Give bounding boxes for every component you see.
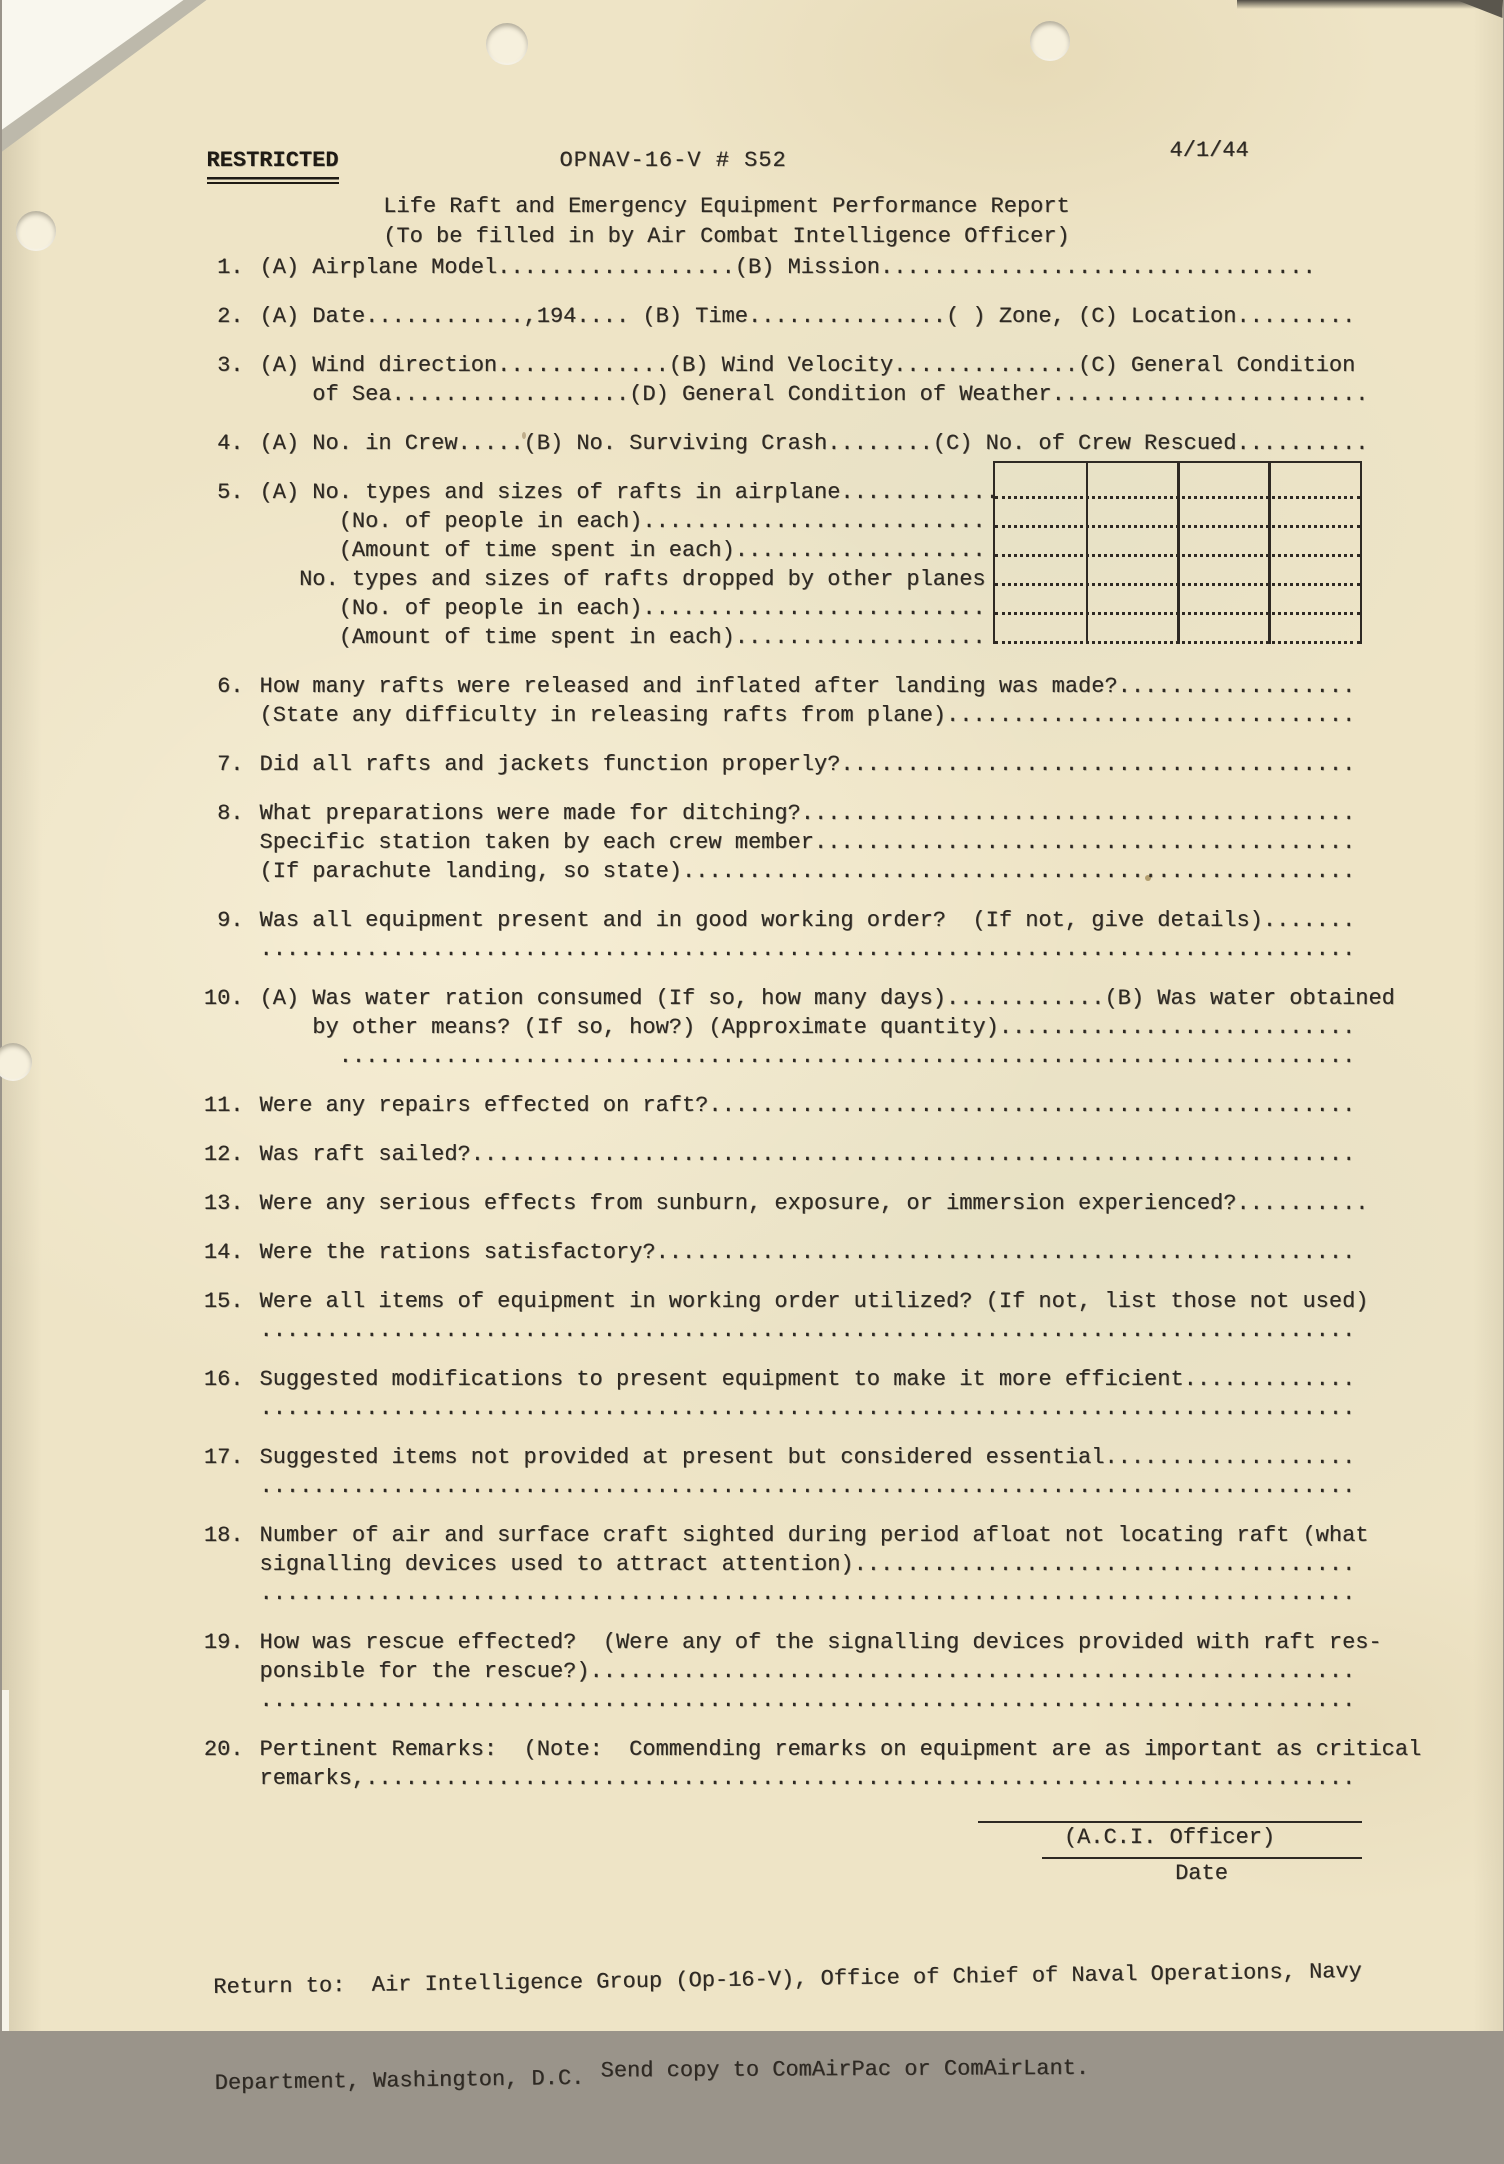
item-line: (A) No. types and sizes of rafts in airplane............ — [259, 480, 999, 505]
item-number: 20. — [203, 1737, 244, 1762]
form-title-block — [182, 192, 1272, 252]
item-line: signalling devices used to attract attention)...................................... — [259, 1552, 1356, 1577]
scanned-form-page — [2, 0, 1503, 2096]
item-lines — [260, 906, 1356, 964]
form-date: 4/1/44 — [1169, 138, 1249, 163]
item-line: Suggested items not provided at present but considered essential................... — [259, 1445, 1356, 1470]
item-line: (Amount of time spent in each)................... — [259, 538, 986, 563]
item-line: How many rafts were released and inflated after landing was made?.................. — [259, 674, 1356, 699]
item-line: (A) Date............,194.... (B) Time...............( ) Zone, (C) Location......... — [259, 304, 1356, 329]
item-line: How was rescue effected? (Were any of the signalling devices provided with raft res- — [259, 1630, 1382, 1655]
form-item — [178, 984, 1503, 1071]
item-lines — [260, 984, 1395, 1071]
item-lines — [260, 429, 1369, 458]
item-line: ................................................................................... — [259, 1396, 1356, 1421]
item-line: What preparations were made for ditching?.......................................... — [259, 801, 1356, 826]
form-title: Life Raft and Emergency Equipment Performance Report — [383, 194, 1070, 219]
torn-corner — [2, 0, 184, 130]
aci-officer-signature-line — [978, 1821, 1362, 1852]
form-item — [178, 1628, 1503, 1715]
item-lines — [260, 1735, 1422, 1793]
item-line: of Sea..................(D) General Condition of Weather........................ — [259, 382, 1369, 407]
item-number: 14. — [203, 1240, 244, 1265]
item-line: (A) No. in Crew.....(B) No. Surviving Crash........(C) No. of Crew Rescued.......... — [259, 431, 1369, 456]
scan-left-edge — [2, 1690, 9, 2031]
item-line: ............................................................................. — [259, 1044, 1356, 1069]
item-number: 11. — [203, 1093, 244, 1118]
form-item — [178, 351, 1503, 409]
item-number: 18. — [203, 1523, 244, 1548]
raft-grid-column-line — [1177, 463, 1180, 644]
form-item — [178, 1189, 1503, 1218]
item-line: by other means? (If so, how?) (Approximate quantity)........................... — [259, 1015, 1356, 1040]
item-line: ................................................................................... — [259, 1581, 1356, 1606]
form-item — [178, 1238, 1503, 1267]
item-number: 4. — [217, 431, 244, 456]
send-copy-note: Send copy to ComAirPac or ComAirLant. — [599, 2055, 1089, 2084]
item-line: ponsible for the rescue?).......................................................... — [259, 1659, 1356, 1684]
return-address — [212, 1890, 1504, 2164]
return-line-2-text: Department, Washington, D.C. — [213, 2065, 584, 2096]
punch-hole — [486, 23, 528, 65]
form-items — [178, 253, 1503, 1793]
item-line: ................................................................................... — [259, 937, 1356, 962]
date-label: Date — [1175, 1861, 1228, 1886]
item-lines — [260, 351, 1369, 409]
return-line-2 — [214, 2050, 1503, 2100]
item-lines — [260, 672, 1356, 730]
raft-grid-column-line — [1268, 463, 1271, 644]
item-lines — [260, 1189, 1369, 1218]
item-number: 12. — [203, 1142, 244, 1167]
item-line: (A) Wind direction.............(B) Wind Velocity..............(C) General Condition — [259, 353, 1356, 378]
item-number: 13. — [203, 1191, 244, 1216]
classification-stamp: RESTRICTED — [207, 146, 339, 184]
return-line-1: Return to: Air Intelligence Group (Op-16-V), Office of Chief of Naval Operations, Navy — [212, 1958, 1362, 2001]
form-item — [178, 253, 1503, 282]
raft-grid-column-line — [1086, 463, 1089, 644]
item-line: Specific station taken by each crew member......................................... — [259, 830, 1356, 855]
item-line: Pertinent Remarks: (Note: Commending remarks on equipment are as important as critical — [259, 1737, 1422, 1762]
item-line: (State any difficulty in releasing rafts from plane)............................... — [259, 703, 1356, 728]
form-item — [178, 478, 1503, 652]
item-line: ................................................................................... — [259, 1318, 1356, 1343]
scan-corner-shadow — [1457, 0, 1503, 18]
item-lines — [260, 1628, 1382, 1715]
item-number: 1. — [217, 255, 244, 280]
item-number: 16. — [203, 1367, 244, 1392]
item-number: 6. — [217, 674, 244, 699]
punch-hole — [0, 1043, 32, 1081]
form-item — [178, 302, 1503, 331]
item-line: Were any serious effects from sunburn, exposure, or immersion experienced?.......... — [259, 1191, 1369, 1216]
item-number: 9. — [217, 908, 244, 933]
form-item — [178, 1091, 1503, 1120]
item-line: (A) Airplane Model..................(B) Mission................................. — [259, 255, 1316, 280]
signature-block — [978, 1821, 1362, 1888]
item-lines — [260, 799, 1356, 886]
form-item — [178, 1365, 1503, 1423]
item-number: 2. — [217, 304, 244, 329]
item-line: Were any repairs effected on raft?................................................. — [259, 1093, 1356, 1118]
item-line: Were the rations satisfactory?..................................................... — [259, 1240, 1356, 1265]
date-signature-line — [1042, 1857, 1362, 1888]
punch-hole — [1030, 21, 1070, 61]
item-line: Was all equipment present and in good working order? (If not, give details)....... — [259, 908, 1356, 933]
form-number: OPNAV-16-V # S52 — [559, 148, 787, 173]
item-number: 15. — [203, 1289, 244, 1314]
item-line: ................................................................................... — [259, 1688, 1356, 1713]
item-line: (If parachute landing, so state)................................................... — [259, 859, 1356, 884]
item-line: Suggested modifications to present equipment to make it more efficient............. — [259, 1367, 1356, 1392]
form-body — [178, 253, 1503, 2164]
form-item — [178, 750, 1503, 779]
item-number: 10. — [203, 986, 244, 1011]
item-line: (No. of people in each).......................... — [259, 596, 986, 621]
item-lines — [260, 1521, 1369, 1608]
form-item — [178, 799, 1503, 886]
item-line: ................................................................................... — [259, 1474, 1356, 1499]
raft-grid-table — [993, 461, 1362, 644]
item-lines — [260, 1238, 1356, 1267]
item-lines — [260, 1140, 1356, 1169]
item-line: Did all rafts and jackets function properly?....................................... — [259, 752, 1356, 777]
item-number: 19. — [203, 1630, 244, 1655]
form-item — [178, 429, 1503, 458]
item-line: Number of air and surface craft sighted during period afloat not locating raft (what — [259, 1523, 1369, 1548]
form-item — [178, 672, 1503, 730]
punch-hole — [16, 211, 56, 251]
form-item — [178, 1521, 1503, 1608]
item-number: 8. — [217, 801, 244, 826]
form-item — [178, 906, 1503, 964]
form-item — [178, 1287, 1503, 1345]
item-number: 5. — [217, 480, 244, 505]
item-line: (A) Was water ration consumed (If so, how many days)............(B) Was water obtained — [259, 986, 1395, 1011]
item-line: remarks,........................................................................... — [259, 1766, 1356, 1791]
item-lines — [260, 253, 1316, 282]
item-line: (Amount of time spent in each)................... — [259, 625, 986, 650]
item-lines — [260, 302, 1356, 331]
item-lines — [260, 1365, 1356, 1423]
item-line: Was raft sailed?................................................................... — [259, 1142, 1356, 1167]
form-item — [178, 1140, 1503, 1169]
form-subtitle: (To be filled in by Air Combat Intelligence Officer) — [383, 224, 1070, 249]
item-number: 3. — [217, 353, 244, 378]
aci-officer-label: (A.C.I. Officer) — [1063, 1825, 1276, 1850]
item-line: (No. of people in each).......................... — [259, 509, 986, 534]
item-lines — [260, 1443, 1356, 1501]
item-lines — [260, 1091, 1356, 1120]
item-number: 17. — [203, 1445, 244, 1470]
item-lines — [260, 750, 1356, 779]
item-line: Were all items of equipment in working order utilized? (If not, list those not used) — [259, 1289, 1369, 1314]
item-lines — [260, 1287, 1369, 1345]
form-item — [178, 1735, 1503, 1793]
item-lines — [260, 478, 999, 652]
item-line: No. types and sizes of rafts dropped by other planes — [259, 567, 986, 592]
form-item — [178, 1443, 1503, 1501]
item-number: 7. — [217, 752, 244, 777]
